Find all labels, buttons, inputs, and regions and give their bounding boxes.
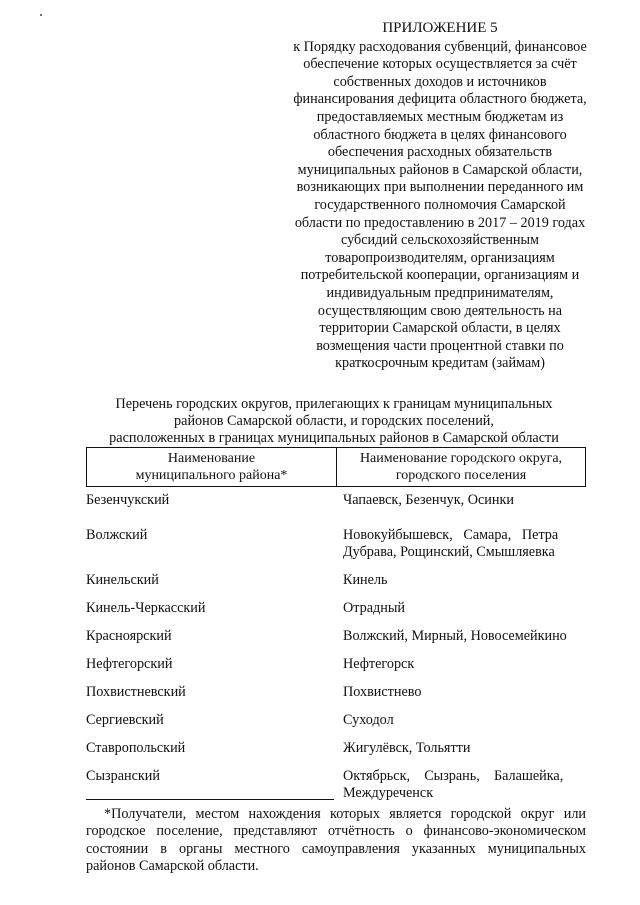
table-header [86,447,586,487]
appendix-line: потребительской кооперации, организациям и [300,267,580,284]
settlement-cell [343,527,586,572]
scan-speck [40,14,42,16]
table-row [86,572,586,600]
district-cell: Похвистневский [86,684,186,700]
appendix-line: краткосрочным кредитам (займам) [335,355,545,372]
settlement-line: Новокуйбышевск, Самара, Петра [343,527,559,543]
table-row [86,684,586,712]
settlement-line: Октябрьск, Сызрань, Балашейка, [343,768,564,784]
settlement-cell [343,656,586,684]
district-cell: Ставропольский [86,740,186,756]
appendix-line: предоставляемых местным бюджетам из [316,108,564,125]
settlement-line: Нефтегорск [343,656,415,672]
header-text: городского поселения [395,468,527,483]
appendix-heading: ПРИЛОЖЕНИЕ 5 [382,20,498,36]
settlement-cell [343,740,586,768]
settlement-line: Похвистнево [343,684,422,700]
footnote-line: городское поселение, представляют отчётность о финансово-экономическом [86,823,586,840]
table-row [86,527,586,572]
footnote-line: состоянии в органы местного самоуправления указанных муниципальных [86,840,586,857]
appendix-line: обеспечение которых осуществляется за счёт [303,56,577,73]
appendix-line: областного бюджета в целях финансового [313,126,567,143]
settlement-line: Кинель [343,572,388,588]
settlement-line: Волжский, Мирный, Новосемейкино [343,628,567,644]
appendix-line: субсидий сельскохозяйственным [340,232,540,249]
settlement-line: Междуреченск [343,785,434,801]
appendix-line: области по предоставлению в 2017 – 2019 годах [294,214,586,231]
settlement-cell [343,712,586,740]
settlement-cell [343,572,586,600]
appendix-line: финансирования дефицита областного бюджета, [293,91,587,108]
list-title-line: Перечень городских округов, прилегающих к границам муниципальных [115,396,553,412]
footnote-line: районов Самарской области. [86,858,259,875]
appendix-block [272,20,608,373]
footnote [86,806,586,876]
header-text: Наименование городского округа, [359,451,563,466]
header-text: Наименование [167,451,256,466]
settlement-cell [343,684,586,712]
table-row [86,768,586,803]
district-cell: Сызранский [86,768,160,784]
list-title-line: расположенных в границах муниципальных районов в Самарской области [109,430,559,446]
district-cell: Нефтегорский [86,656,173,672]
list-title-line: районов Самарской области, и городских поселений, [174,413,494,429]
appendix-line: осуществляющим свою деятельность на [317,302,563,319]
appendix-line: возмещения части процентной ставки по [316,337,564,354]
district-cell: Кинельский [86,572,159,588]
column-header-district [87,448,337,486]
table-row [86,492,586,527]
footnote-line: *Получатели, местом нахождения которых является городской округ или [104,806,586,822]
district-cell: Безенчукский [86,492,170,508]
table-row [86,656,586,684]
appendix-line: государственного полномочия Самарской [314,196,566,213]
settlement-cell [343,600,586,628]
table-row [86,712,586,740]
district-cell: Сергиевский [86,712,164,728]
table-body [86,492,586,803]
settlement-line: Суходол [343,712,394,728]
settlement-line: Отрадный [343,600,405,616]
table-row [86,628,586,656]
appendix-line: территории Самарской области, в целях [319,320,561,337]
district-cell: Волжский [86,527,148,543]
appendix-line: к Порядку расходования субвенций, финансовое [293,38,587,55]
appendix-line: индивидуальным предпринимателям, [326,284,554,301]
district-cell: Кинель-Черкасский [86,600,206,616]
footnote-divider [86,799,334,800]
header-text: муниципального района* [135,468,288,483]
settlement-line: Жигулёвск, Тольятти [343,740,471,756]
settlement-cell [343,492,586,527]
table-row [86,740,586,768]
appendix-line: товаропроизводителям, организациям [325,249,555,266]
appendix-line: муниципальных районов в Самарской области, [297,161,583,178]
settlement-line: Дубрава, Рощинский, Смышляевка [343,544,555,560]
settlement-cell [343,628,586,656]
list-title [84,396,584,447]
appendix-line: собственных доходов и источников [333,73,547,90]
district-cell: Красноярский [86,628,172,644]
settlement-line: Чапаевск, Безенчук, Осинки [343,492,514,508]
appendix-line: обеспечения расходных обязательств [327,144,553,161]
appendix-line: возникающих при выполнении переданного им [296,179,584,196]
settlement-cell [343,768,586,803]
column-header-settlement [337,448,585,486]
table-row [86,600,586,628]
